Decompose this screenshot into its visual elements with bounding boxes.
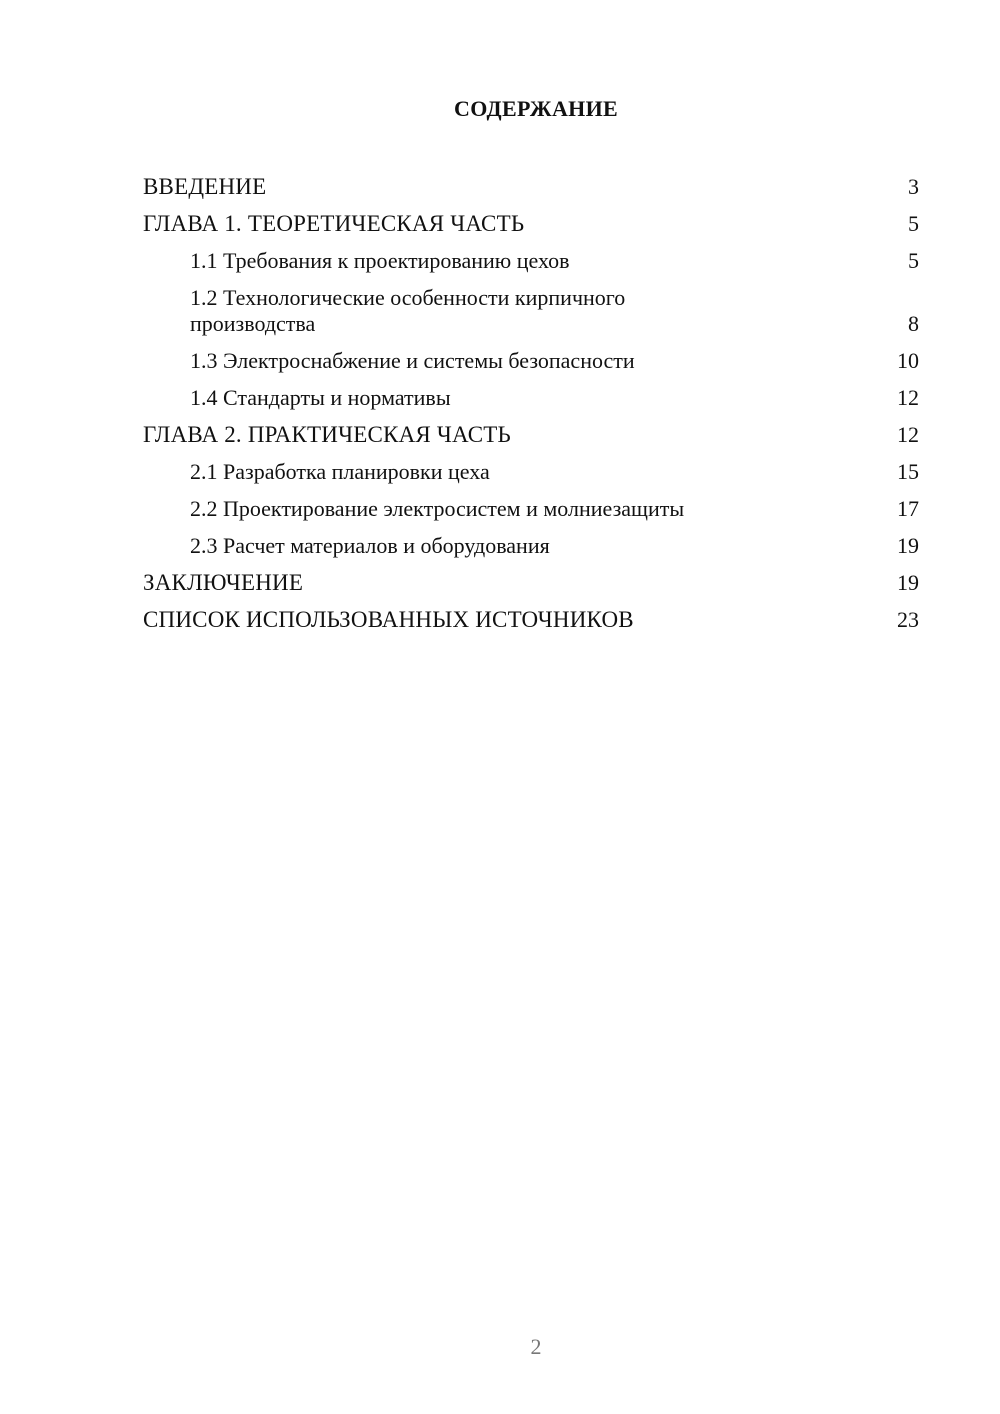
toc-entry-section-2-2[interactable] — [143, 489, 919, 526]
toc-entry-page: 8 — [908, 311, 919, 336]
toc-entry-page: 12 — [897, 422, 919, 447]
toc-entry-title: 1.3 Электроснабжение и системы безопасности — [190, 348, 635, 373]
toc-entry-page: 23 — [897, 607, 919, 632]
toc-entry-title: ЗАКЛЮЧЕНИЕ — [143, 570, 304, 595]
toc-entry-page: 19 — [897, 533, 919, 558]
toc-entry-chapter-1[interactable] — [143, 204, 919, 241]
toc-entry-page: 15 — [897, 459, 919, 484]
toc-entry-section-1-4[interactable] — [143, 378, 919, 415]
table-of-contents — [143, 167, 919, 637]
toc-entry-title: ВВЕДЕНИЕ — [143, 174, 267, 199]
toc-entry-title: 2.3 Расчет материалов и оборудования — [190, 533, 550, 558]
toc-entry-page: 5 — [908, 211, 919, 236]
page-number: 2 — [530, 1334, 542, 1359]
toc-entry-title: 2.1 Разработка планировки цеха — [190, 459, 490, 484]
toc-entry-introduction[interactable] — [143, 167, 919, 204]
toc-entry-title: СПИСОК ИСПОЛЬЗОВАННЫХ ИСТОЧНИКОВ — [143, 607, 634, 632]
toc-entry-title: 1.4 Стандарты и нормативы — [190, 385, 451, 410]
toc-entry-section-2-3[interactable] — [143, 526, 919, 563]
toc-entry-title: 1.2 Технологические особенности кирпичного производства — [190, 285, 626, 336]
toc-entry-section-2-1[interactable] — [143, 452, 919, 489]
toc-entry-title: ГЛАВА 2. ПРАКТИЧЕСКАЯ ЧАСТЬ — [143, 422, 511, 447]
toc-entry-page: 19 — [897, 570, 919, 595]
toc-entry-conclusion[interactable] — [143, 563, 919, 600]
toc-entry-title: 2.2 Проектирование электросистем и молниезащиты — [190, 496, 685, 521]
toc-entry-references[interactable] — [143, 600, 919, 637]
toc-entry-title: ГЛАВА 1. ТЕОРЕТИЧЕСКАЯ ЧАСТЬ — [143, 211, 525, 236]
toc-entry-page: 3 — [908, 174, 919, 199]
toc-entry-section-1-1[interactable] — [143, 241, 919, 278]
toc-entry-title: 1.1 Требования к проектированию цехов — [190, 248, 570, 273]
toc-entry-page: 10 — [897, 348, 919, 373]
toc-entry-section-1-2[interactable] — [143, 278, 919, 341]
toc-entry-section-1-3[interactable] — [143, 341, 919, 378]
toc-entry-page: 5 — [908, 248, 919, 273]
page-title: СОДЕРЖАНИЕ — [454, 96, 618, 121]
toc-entry-page: 12 — [897, 385, 919, 410]
toc-entry-chapter-2[interactable] — [143, 415, 919, 452]
toc-entry-page: 17 — [897, 496, 919, 521]
